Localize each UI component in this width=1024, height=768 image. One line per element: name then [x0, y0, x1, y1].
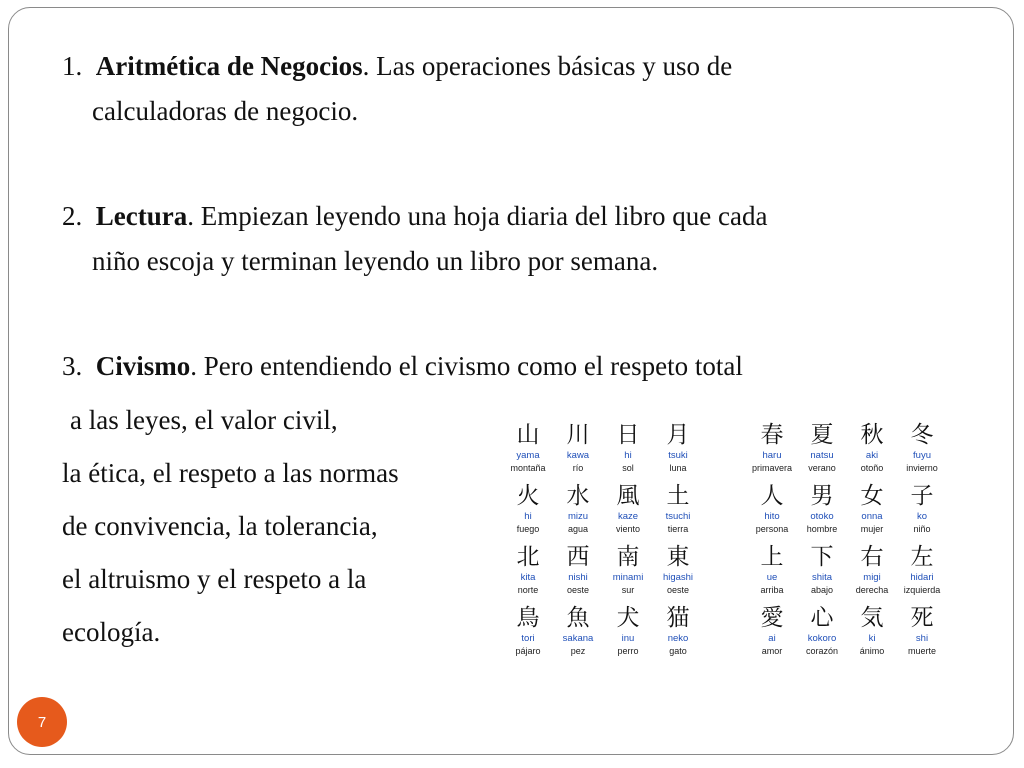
item-1-heading: Aritmética de Negocios — [95, 51, 363, 81]
kanji-reading: hidari — [910, 572, 934, 583]
kanji-cell — [747, 420, 797, 478]
item-3-heading: Civismo — [95, 351, 191, 381]
page-number-badge: 7 — [17, 697, 67, 747]
kanji-cell — [847, 481, 897, 539]
kanji-reading: kawa — [566, 450, 590, 461]
kanji-cell — [503, 542, 553, 600]
kanji-cell — [653, 481, 703, 539]
kanji-reading: ue — [766, 572, 778, 583]
item-3-line-1: 3. Civismo. Pero entendiendo el civismo como el respeto total — [62, 351, 743, 381]
kanji-cell — [847, 542, 897, 600]
item-3-line-4: de convivencia, la tolerancia, — [62, 511, 378, 541]
kanji-character: 北 — [516, 544, 540, 570]
kanji-character: 死 — [910, 605, 934, 631]
kanji-character: 女 — [860, 483, 884, 509]
kanji-cell — [797, 420, 847, 478]
kanji-reading: kokoro — [807, 633, 837, 644]
kanji-meaning: río — [572, 463, 584, 473]
kanji-reading: ki — [868, 633, 876, 644]
kanji-cell — [897, 603, 947, 661]
kanji-reading: onna — [861, 511, 883, 522]
kanji-reading: haru — [762, 450, 782, 461]
kanji-meaning: oeste — [566, 585, 590, 595]
kanji-cell — [747, 603, 797, 661]
kanji-meaning: sur — [621, 585, 635, 595]
kanji-reading: inu — [621, 633, 635, 644]
kanji-meaning: mujer — [860, 524, 884, 534]
kanji-cell — [603, 481, 653, 539]
kanji-meaning: hombre — [806, 524, 838, 534]
kanji-cell — [897, 542, 947, 600]
kanji-cell — [553, 420, 603, 478]
kanji-cell — [503, 420, 553, 478]
kanji-meaning: fuego — [516, 524, 540, 534]
kanji-character: 愛 — [760, 605, 784, 631]
kanji-reading: tsuki — [668, 450, 688, 461]
kanji-meaning: montaña — [510, 463, 546, 473]
kanji-cell — [897, 481, 947, 539]
kanji-cell — [653, 542, 703, 600]
kanji-character: 冬 — [910, 422, 934, 448]
kanji-cell — [747, 542, 797, 600]
kanji-meaning: derecha — [855, 585, 889, 595]
kanji-meaning: perro — [617, 646, 639, 656]
kanji-meaning: ánimo — [859, 646, 885, 656]
kanji-reading: mizu — [567, 511, 589, 522]
kanji-character: 犬 — [616, 605, 640, 631]
kanji-character: 右 — [860, 544, 884, 570]
kanji-character: 男 — [810, 483, 834, 509]
kanji-character: 火 — [516, 483, 540, 509]
item-1-line-2: calculadoras de negocio. — [92, 96, 359, 126]
item-3-line-2: a las leyes, el valor civil, — [70, 405, 338, 435]
kanji-meaning: oeste — [666, 585, 690, 595]
kanji-meaning: pájaro — [515, 646, 541, 656]
kanji-cell — [797, 603, 847, 661]
kanji-reading: minami — [612, 572, 644, 583]
kanji-cell — [603, 603, 653, 661]
kanji-character: 水 — [566, 483, 590, 509]
kanji-cell — [747, 481, 797, 539]
kanji-meaning: luna — [669, 463, 687, 473]
kanji-reading: otoko — [810, 511, 834, 522]
kanji-character: 上 — [760, 544, 784, 570]
kanji-reading: higashi — [662, 572, 694, 583]
kanji-character: 秋 — [860, 422, 884, 448]
kanji-character: 左 — [910, 544, 934, 570]
kanji-reading: nishi — [568, 572, 588, 583]
kanji-meaning: viento — [615, 524, 641, 534]
kanji-cell — [797, 481, 847, 539]
kanji-reading: hi — [624, 450, 632, 461]
kanji-cell — [603, 542, 653, 600]
kanji-character: 日 — [616, 422, 640, 448]
kanji-cell — [797, 542, 847, 600]
kanji-cell — [553, 481, 603, 539]
kanji-meaning: niño — [913, 524, 931, 534]
kanji-cell — [503, 481, 553, 539]
kanji-character: 人 — [760, 483, 784, 509]
item-2-heading: Lectura — [95, 201, 188, 231]
kanji-character: 気 — [860, 605, 884, 631]
kanji-cell — [653, 420, 703, 478]
item-1-line-1: 1. Aritmética de Negocios. Las operaciones básicas y uso de — [62, 51, 733, 81]
kanji-reading: tori — [521, 633, 535, 644]
kanji-character: 風 — [616, 483, 640, 509]
kanji-meaning: primavera — [751, 463, 792, 473]
kanji-meaning: abajo — [810, 585, 834, 595]
kanji-character: 魚 — [566, 605, 590, 631]
kanji-meaning: sol — [622, 463, 634, 473]
kanji-meaning: tierra — [667, 524, 689, 534]
kanji-reading: sakana — [562, 633, 594, 644]
kanji-character: 西 — [566, 544, 590, 570]
kanji-character: 夏 — [810, 422, 834, 448]
kanji-meaning: verano — [808, 463, 836, 473]
kanji-character: 猫 — [666, 605, 690, 631]
kanji-reading: hi — [524, 511, 532, 522]
kanji-character: 山 — [516, 422, 540, 448]
kanji-meaning: pez — [570, 646, 586, 656]
kanji-character: 土 — [666, 483, 690, 509]
kanji-character: 鳥 — [516, 605, 540, 631]
kanji-cell — [847, 420, 897, 478]
kanji-cell — [603, 420, 653, 478]
kanji-meaning: otoño — [860, 463, 884, 473]
kanji-reading: kaze — [617, 511, 639, 522]
kanji-cell — [553, 603, 603, 661]
kanji-reading: natsu — [810, 450, 834, 461]
kanji-reading: shi — [915, 633, 929, 644]
kanji-character: 春 — [760, 422, 784, 448]
kanji-meaning: corazón — [805, 646, 839, 656]
item-3-line-5: el altruismo y el respeto a la — [62, 564, 367, 594]
kanji-meaning: gato — [669, 646, 687, 656]
kanji-reading: tsuchi — [665, 511, 691, 522]
kanji-meaning: agua — [567, 524, 589, 534]
kanji-meaning: arriba — [760, 585, 784, 595]
item-2-line-2: niño escoja y terminan leyendo un libro por semana. — [92, 246, 659, 276]
item-3-line-6: ecología. — [62, 617, 161, 647]
kanji-character: 東 — [666, 544, 690, 570]
kanji-meaning: amor — [761, 646, 783, 656]
kanji-reading: kita — [520, 572, 536, 583]
kanji-character: 川 — [566, 422, 590, 448]
kanji-reading: migi — [863, 572, 881, 583]
kanji-character: 子 — [910, 483, 934, 509]
kanji-reading: shita — [811, 572, 833, 583]
kanji-reading: yama — [516, 450, 540, 461]
kanji-character: 月 — [666, 422, 690, 448]
kanji-cell — [653, 603, 703, 661]
kanji-chart-right — [747, 420, 947, 661]
kanji-reading: aki — [865, 450, 879, 461]
kanji-character: 南 — [616, 544, 640, 570]
kanji-cell — [897, 420, 947, 478]
kanji-character: 下 — [810, 544, 834, 570]
kanji-reading: neko — [667, 633, 689, 644]
kanji-meaning: norte — [517, 585, 539, 595]
kanji-reading: ai — [768, 633, 776, 644]
kanji-meaning: muerte — [907, 646, 936, 656]
kanji-cell — [503, 603, 553, 661]
kanji-reading: ko — [916, 511, 928, 522]
item-3-line-3: la ética, el respeto a las normas — [62, 458, 399, 488]
kanji-character: 心 — [810, 605, 834, 631]
kanji-cell — [847, 603, 897, 661]
kanji-chart-left — [503, 420, 703, 661]
kanji-reading: hito — [764, 511, 780, 522]
kanji-meaning: persona — [755, 524, 789, 534]
kanji-meaning: izquierda — [903, 585, 941, 595]
kanji-reading: fuyu — [913, 450, 931, 461]
item-2-line-1: 2. Lectura. Empiezan leyendo una hoja diaria del libro que cada — [62, 201, 768, 231]
kanji-cell — [553, 542, 603, 600]
kanji-meaning: invierno — [906, 463, 938, 473]
